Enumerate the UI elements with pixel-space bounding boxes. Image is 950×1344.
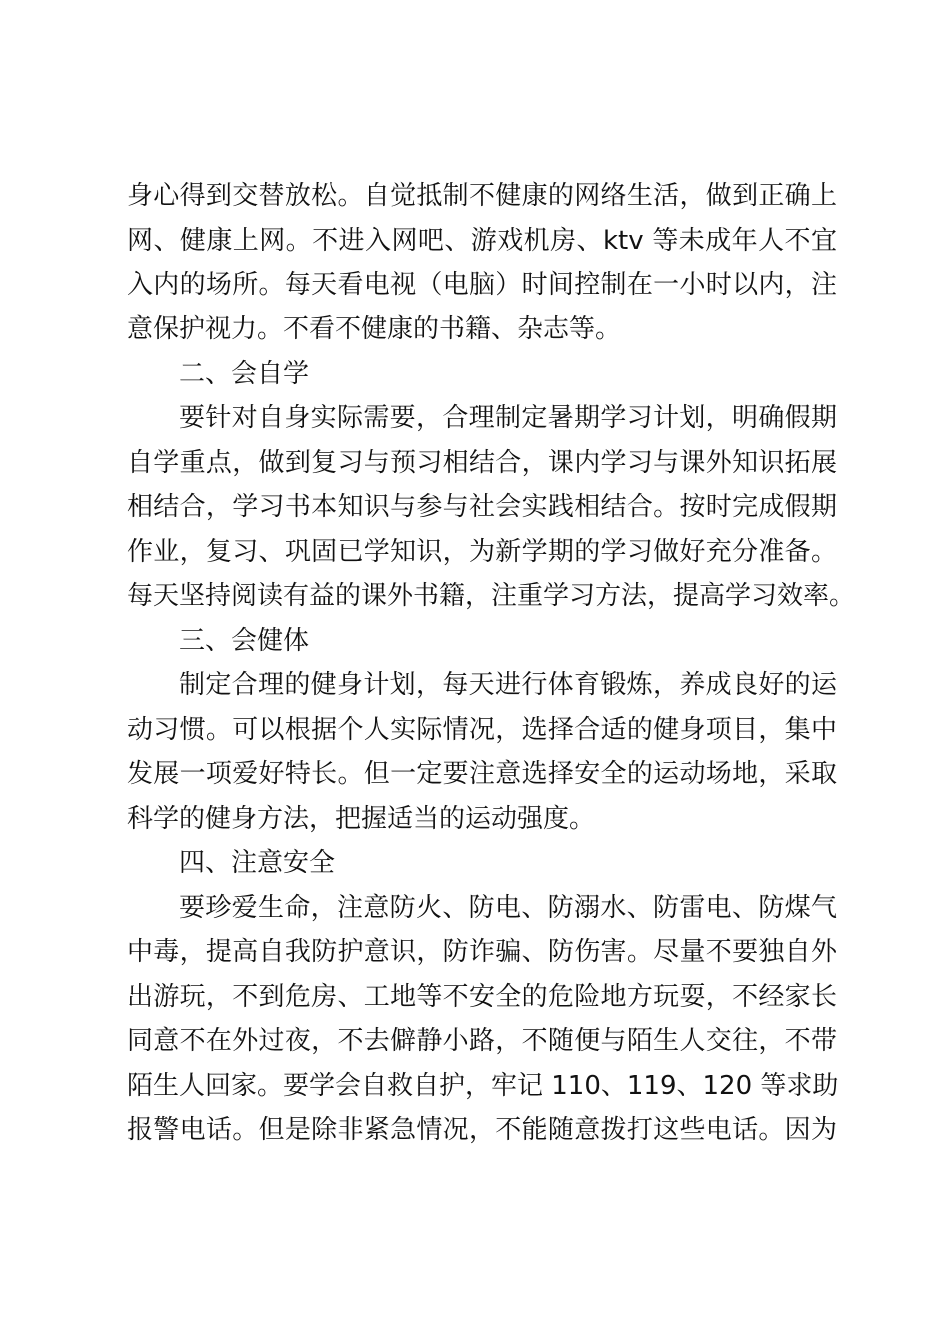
paragraph-line: 入内的场所。每天看电视（电脑）时间控制在一小时以内，注	[127, 270, 837, 300]
paragraph-line: 陌生人回家。要学会自救自护，牢记 110、119、120 等求助	[127, 1071, 839, 1101]
paragraph-line: 身心得到交替放松。自觉抵制不健康的网络生活，做到正确上	[127, 181, 837, 211]
paragraph-line: 网、健康上网。不进入网吧、游戏机房、ktv 等未成年人不宜	[127, 226, 837, 256]
paragraph-line: 作业，复习、巩固已学知识，为新学期的学习做好充分准备。	[127, 537, 837, 567]
paragraph-line: 相结合，学习书本知识与参与社会实践相结合。按时完成假期	[127, 492, 837, 522]
paragraph-line: 动习惯。可以根据个人实际情况，选择合适的健身项目，集中	[127, 715, 837, 745]
paragraph-line: 要针对自身实际需要，合理制定暑期学习计划，明确假期	[179, 403, 837, 433]
paragraph-line: 每天坚持阅读有益的课外书籍，注重学习方法，提高学习效率。	[127, 581, 856, 611]
paragraph-line: 自学重点，做到复习与预习相结合，课内学习与课外知识拓展	[127, 448, 837, 478]
paragraph-line: 同意不在外过夜，不去僻静小路，不随便与陌生人交往，不带	[127, 1026, 837, 1056]
paragraph-line: 制定合理的健身计划，每天进行体育锻炼，养成良好的运	[179, 670, 837, 700]
paragraph-line: 发展一项爱好特长。但一定要注意选择安全的运动场地，采取	[127, 759, 837, 789]
paragraph-line: 意保护视力。不看不健康的书籍、杂志等。	[127, 314, 622, 344]
paragraph-line: 科学的健身方法，把握适当的运动强度。	[127, 804, 596, 834]
paragraph-line: 中毒，提高自我防护意识，防诈骗、防伤害。尽量不要独自外	[127, 937, 837, 967]
section-heading: 四、注意安全	[179, 848, 336, 878]
section-heading: 二、会自学	[179, 359, 310, 389]
section-heading: 三、会健体	[179, 626, 310, 656]
paragraph-line: 出游玩，不到危房、工地等不安全的危险地方玩耍，不经家长	[127, 982, 837, 1012]
paragraph-line: 要珍爱生命，注意防火、防电、防溺水、防雷电、防煤气	[179, 893, 837, 923]
paragraph-line: 报警电话。但是除非紧急情况，不能随意拨打这些电话。因为	[127, 1115, 837, 1145]
